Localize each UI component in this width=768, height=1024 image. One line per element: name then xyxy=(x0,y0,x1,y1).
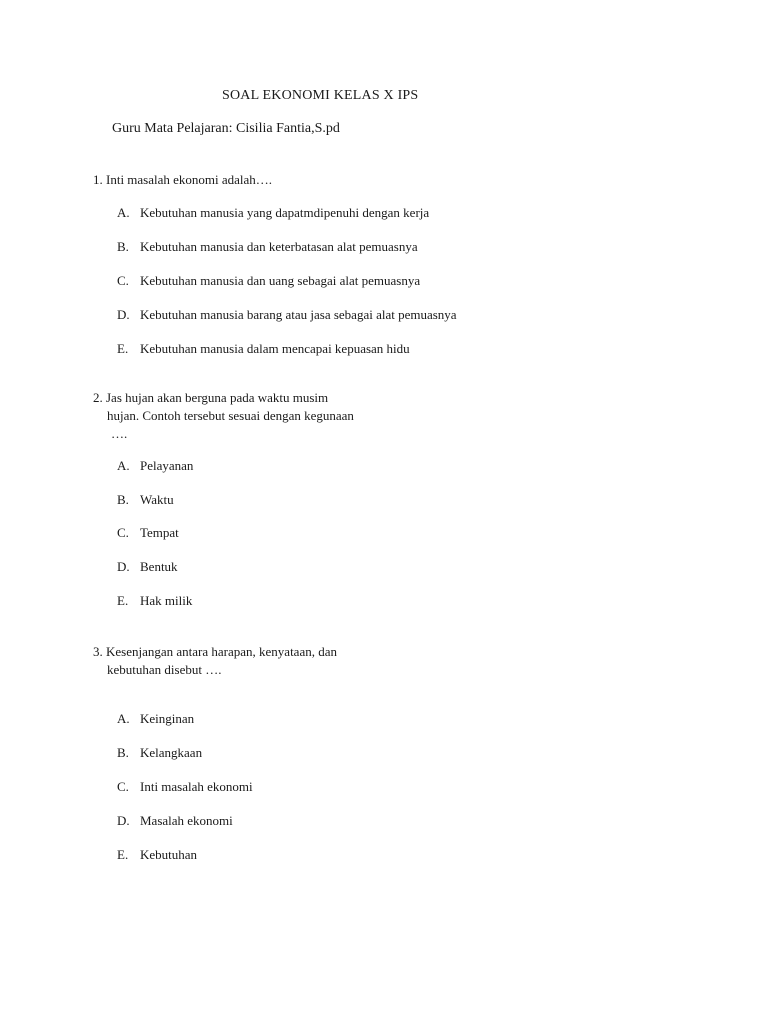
question-3-text-line-1: 3. Kesenjangan antara harapan, kenyataan, dan xyxy=(93,644,337,659)
option-letter: B. xyxy=(117,239,129,254)
option-text: Kebutuhan manusia yang dapatmdipenuhi dengan kerja xyxy=(140,205,430,220)
question-3-option-b xyxy=(117,744,202,762)
question-3-option-c xyxy=(117,778,253,796)
question-1-option-a xyxy=(117,204,429,222)
question-1-option-c xyxy=(117,272,420,290)
question-2-option-c xyxy=(117,524,179,542)
question-2-option-e xyxy=(117,592,192,610)
option-letter: E. xyxy=(117,341,129,356)
option-text: Inti masalah ekonomi xyxy=(140,779,253,794)
option-letter: C. xyxy=(117,779,129,794)
option-letter: C. xyxy=(117,273,129,288)
option-letter: A. xyxy=(117,458,130,473)
question-1 xyxy=(93,171,272,189)
question-1-option-e xyxy=(117,340,410,358)
question-2-text-line-3: …. xyxy=(111,426,128,441)
question-2-text-line-2: hujan. Contoh tersebut sesuai dengan kegunaan xyxy=(107,408,354,423)
option-text: Waktu xyxy=(140,492,174,507)
question-2-option-a xyxy=(117,457,193,475)
question-3 xyxy=(93,643,337,679)
option-letter: E. xyxy=(117,847,129,862)
option-letter: D. xyxy=(117,307,130,322)
option-letter: A. xyxy=(117,205,130,220)
option-letter: B. xyxy=(117,745,129,760)
option-letter: B. xyxy=(117,492,129,507)
option-text: Keinginan xyxy=(140,711,195,726)
question-2-text-line-1: 2. Jas hujan akan berguna pada waktu musim xyxy=(93,390,329,405)
question-3-option-a xyxy=(117,710,194,728)
option-text: Kebutuhan manusia dan keterbatasan alat pemuasnya xyxy=(140,239,418,254)
option-letter: C. xyxy=(117,525,129,540)
option-text: Hak milik xyxy=(140,593,193,608)
option-letter: A. xyxy=(117,711,130,726)
question-3-option-e xyxy=(117,846,197,864)
teacher-line: Guru Mata Pelajaran: Cisilia Fantia,S.pd xyxy=(112,121,340,136)
question-1-option-d xyxy=(117,306,457,324)
question-2-option-b xyxy=(117,491,174,509)
page-title: SOAL EKONOMI KELAS X IPS xyxy=(222,88,419,103)
option-text: Kelangkaan xyxy=(140,745,203,760)
question-1-text: 1. Inti masalah ekonomi adalah…. xyxy=(93,172,273,187)
option-text: Kebutuhan manusia dan uang sebagai alat pemuasnya xyxy=(140,273,421,288)
option-letter: D. xyxy=(117,559,130,574)
option-text: Masalah ekonomi xyxy=(140,813,233,828)
option-text: Kebutuhan manusia dalam mencapai kepuasan hidu xyxy=(140,341,410,356)
question-2-option-d xyxy=(117,558,178,576)
option-text: Kebutuhan manusia barang atau jasa sebagai alat pemuasnya xyxy=(140,307,457,322)
option-text: Bentuk xyxy=(140,559,178,574)
option-text: Kebutuhan xyxy=(140,847,198,862)
option-letter: D. xyxy=(117,813,130,828)
question-2 xyxy=(93,389,354,443)
option-letter: E. xyxy=(117,593,129,608)
question-1-option-b xyxy=(117,238,418,256)
option-text: Tempat xyxy=(140,525,179,540)
question-3-text-line-2: kebutuhan disebut …. xyxy=(107,662,222,677)
option-text: Pelayanan xyxy=(140,458,194,473)
question-3-option-d xyxy=(117,812,233,830)
